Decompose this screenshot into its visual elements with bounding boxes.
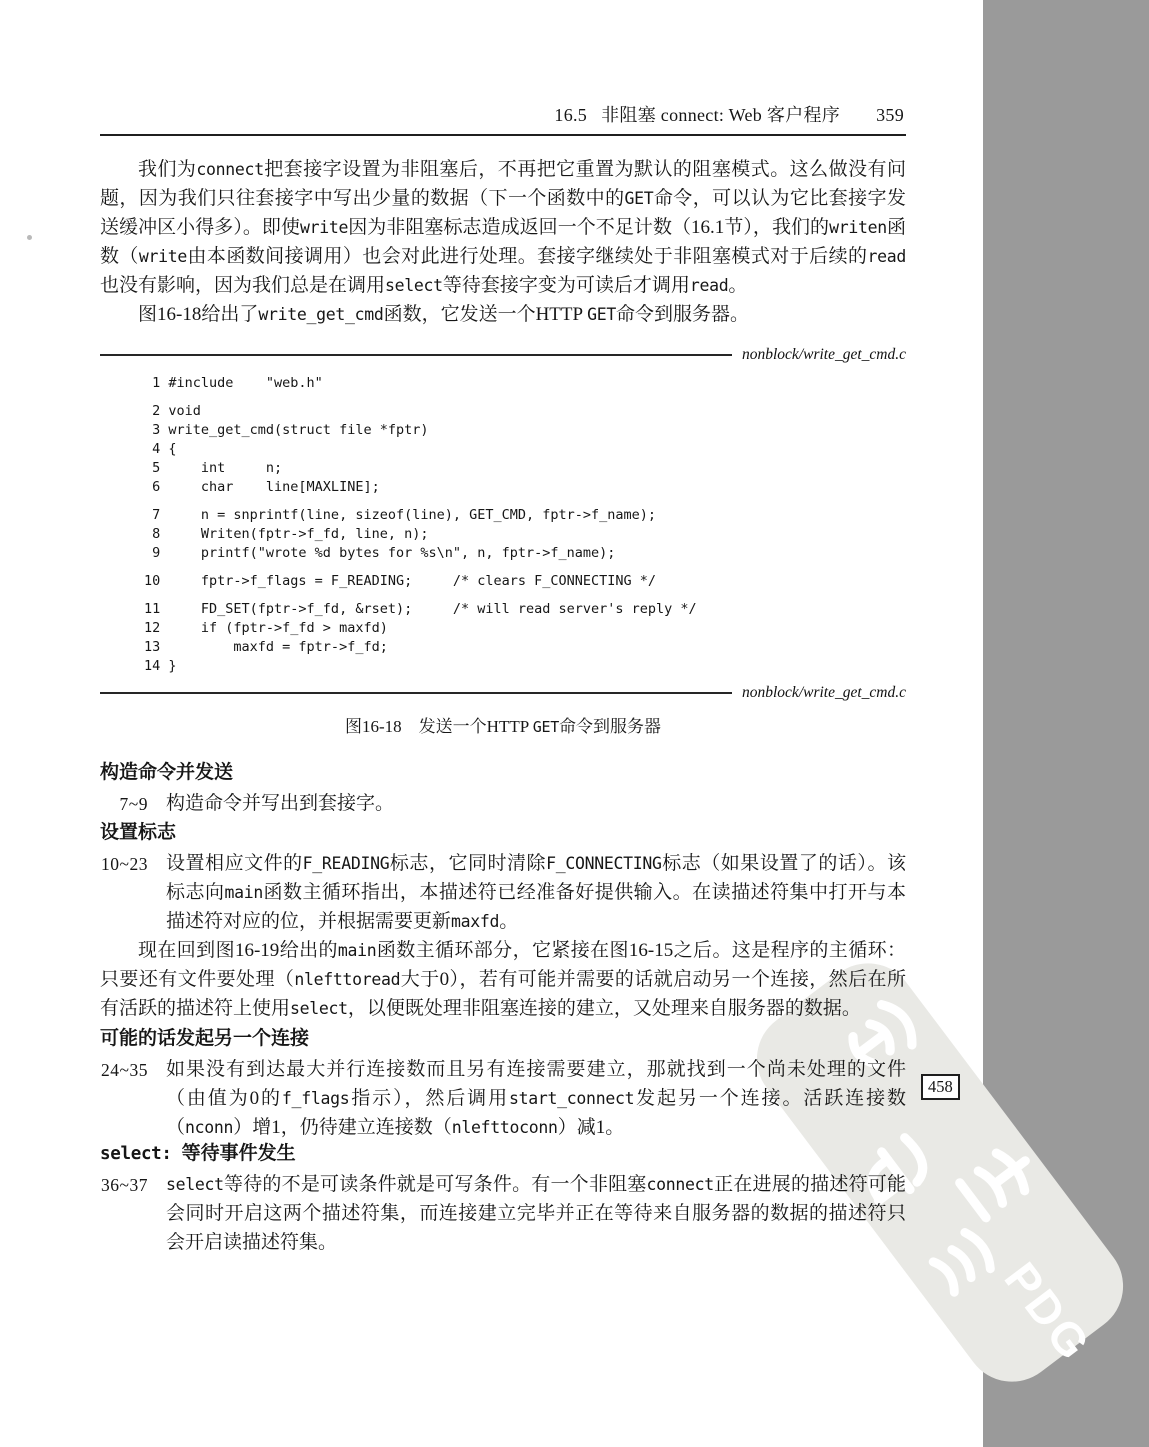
text-segment: 命令，可以认为它比套接字发送缓冲区小得多）。即使 [100,188,906,238]
code-line: 8 Writen(fptr->f_fd, line, n); [144,526,429,542]
code-line: 1 #include "web.h" [144,375,323,391]
text-segment: 大于0），若有可能并需要的话就启动另一个连接，然后在所有活跃的描述符上使用 [100,969,906,1019]
text-segment: 现在回到图16-19给出的 [138,940,338,961]
paragraph-intro-1 [100,155,906,300]
commentary-text [166,1174,906,1253]
code-segment: GET [532,718,559,736]
scan-artifact-dot [27,235,32,240]
commentary-text [166,853,906,932]
commentary-heading-set-flag [100,821,906,845]
listing-bottom-rule [100,683,906,703]
code-segment: main [337,941,377,960]
text-segment: ）增1，仍待建立连接数（ [233,1117,452,1138]
commentary-heading-initiate-connection [100,1027,906,1051]
code-blank-line [144,563,906,572]
text-segment: 命令到服务器 [558,717,661,736]
code-segment: F_READING [302,854,390,873]
text-segment: 标志（如果设置了的话）。该标志向 [166,853,906,903]
code-segment: f_flags [281,1089,350,1108]
code-line: 3 write_get_cmd(struct file *fptr) [144,422,429,438]
rule-line [100,692,732,694]
code-blank-line [144,393,906,402]
commentary-item [100,1170,906,1257]
line-range: 24~35 [101,1060,148,1080]
code-segment: nlefttoconn [451,1118,558,1137]
text-segment: 如果没有到达最大并行连接数而且另有连接需要建立，那就找到一个尚未处理的文件（由值为0的 [166,1059,906,1109]
listing-top-rule [100,345,906,365]
text-segment: 指示），然后调用 [349,1088,509,1109]
text-segment: 发起另一个连接。活跃连接数（ [166,1088,906,1138]
code-blank-line [144,497,906,506]
code-line: 13 maxfd = fptr->f_fd; [144,639,388,655]
text-segment: ，以便既处理非阻塞连接的建立，又处理来自服务器的数据。 [347,998,861,1019]
text-segment: 函数主循环指出，本描述符已经准备好提供输入。在读描述符集中打开与本描述符对应的位，并根据需要更新 [166,882,906,932]
code-line: 9 printf("wrote %d bytes for %s\n", n, fptr->f_name); [144,545,616,561]
code-segment: F_CONNECTING [546,854,662,873]
code-line: 10 fptr->f_flags = F_READING; /* clears F_CONNECTING */ [144,573,657,589]
commentary-item [100,1055,906,1142]
code-segment: maxfd [451,912,500,931]
text-segment: 因为非阻塞标志造成返回一个不足计数（16.1节），我们的 [348,217,830,238]
code-segment: write_get_cmd [258,305,384,324]
code-line: 12 if (fptr->f_fd > maxfd) [144,620,388,636]
text-segment: 我们为 [138,159,197,180]
text-segment: 构造命令并发送 [100,762,234,783]
text-segment: 设置标志 [100,822,177,843]
text-segment: 图16-18给出了 [138,304,259,325]
commentary-item [100,789,906,818]
line-range: 10~23 [101,854,148,874]
commentary-text [166,1059,906,1138]
rule-line [100,354,732,356]
code-block [144,374,906,676]
text-segment: 。 [499,911,519,932]
code-line: 5 int n; [144,460,283,476]
commentary-heading-build-send [100,761,906,785]
text-segment: 由本函数间接调用）也会对此进行处理。套接字继续处于非阻塞模式对于后续的 [187,246,868,267]
text-segment: 也没有影响，因为我们总是在调用 [100,275,386,296]
line-range: 36~37 [101,1175,148,1195]
code-segment: main [224,883,263,902]
code-segment: writen [829,218,887,237]
code-line: 14 } [144,658,177,674]
code-line: 11 FD_SET(fptr->f_fd, &rset); /* will read server's reply */ [144,601,697,617]
text-segment: 可能的话发起另一个连接 [100,1028,310,1049]
code-segment: write [138,247,188,266]
code-line: 7 n = snprintf(line, sizeof(line), GET_CMD, fptr->f_name); [144,507,657,523]
text-segment: 等待套接字变为可读后才调用 [442,275,690,296]
code-line: 6 char line[MAXLINE]; [144,479,380,495]
code-segment: nlefttoread [294,970,401,989]
code-segment: GET [624,189,654,208]
code-segment: select [290,999,348,1018]
code-segment: nconn [185,1118,234,1137]
paragraph-intro-2 [100,300,906,329]
margin-page-number: 458 [921,1074,960,1100]
code-segment: write [300,218,349,237]
code-line: 2 void [144,403,201,419]
page-number: 359 [876,105,904,125]
text-segment: 命令到服务器。 [616,304,750,325]
text-segment: ）减1。 [557,1117,625,1138]
code-listing-figure [100,345,906,737]
code-segment: select: [100,1144,172,1164]
text-segment: 等待事件发生 [181,1143,296,1164]
page-content [100,0,906,1257]
text-segment: 图16-18 发送一个HTTP [345,717,533,736]
code-segment: connect [646,1175,714,1194]
running-head [100,101,906,136]
paragraph-main-loop [100,936,906,1023]
text-segment: 函数主循环部分，它紧接在图16-15之后。这是程序的主循环：只要还有文件要处理（ [100,940,906,990]
listing-source-label-top: nonblock/write_get_cmd.c [742,346,906,363]
code-blank-line [144,591,906,600]
commentary-item [100,849,906,936]
text-segment: 构造命令并写出到套接字。 [166,793,395,814]
watermark-pdg-label: PDG [994,1252,1102,1371]
section-number: 16.5 [554,105,588,125]
code-segment: select [385,276,443,295]
figure-caption [100,712,906,737]
code-segment: read [689,276,729,295]
commentary-text [166,793,394,814]
text-segment: 标志，它同时清除 [389,853,547,874]
text-segment: 函数，它发送一个HTTP [383,304,588,325]
code-segment: select [166,1175,224,1194]
section-title: 非阻塞 connect: Web 客户程序 [601,105,841,125]
code-segment: read [867,247,906,266]
text-segment: 。 [728,275,748,296]
code-segment: start_connect [508,1089,635,1108]
text-segment: 等待的不是可读条件就是可写条件。有一个非阻塞 [223,1174,647,1195]
code-line: 4 { [144,441,177,457]
commentary-heading-select-wait [100,1142,906,1166]
listing-source-label-bottom: nonblock/write_get_cmd.c [742,684,906,701]
code-segment: GET [587,305,617,324]
text-segment: 函数（ [100,217,906,267]
text-segment: 把套接字设置为非阻塞后，不再把它重置为默认的阻塞模式。这么做没有问题，因为我们只往套接字中写出少量的数据（下一个函数中的 [100,159,906,209]
text-segment: 设置相应文件的 [166,853,303,874]
text-segment: 正在进展的描述符可能会同时开启这两个描述符集，而连接建立完毕并正在等待来自服务器的数据的描述符只会开启读描述符集。 [166,1174,906,1253]
line-range: 7~9 [119,794,148,814]
code-segment: connect [196,160,264,179]
